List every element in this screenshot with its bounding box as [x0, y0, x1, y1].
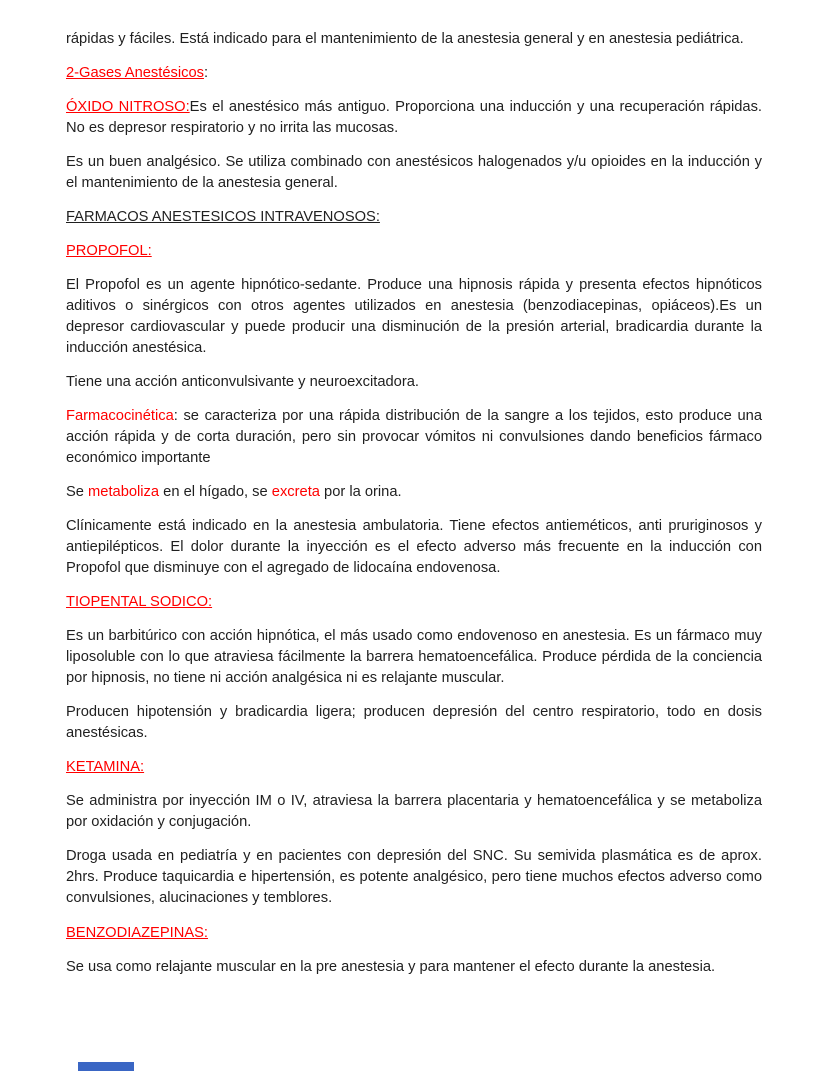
paragraph-benzodiazepinas-uso: Se usa como relajante muscular en la pre anestesia y para mantener el efecto durante la anestesia. [66, 958, 716, 975]
heading-propofol-text: PROPOFOL: [66, 243, 152, 260]
term-oxido-nitroso: ÓXIDO NITROSO: [66, 99, 190, 116]
paragraph-ketamina-administracion: Se administra por inyección IM o IV, atraviesa la barrera placentaria y hematoencefálica y se metaboliza por oxidación y conjugación. [66, 793, 762, 831]
paragraph-ketamina-uso: Droga usada en pediatría y en pacientes con depresión del SNC. Su semivida plasmática es de aprox. 2hrs. Produce taquicardia e hipertensión, es potente analgésico, pero tiene muchos efectos adverso como convulsiones, alucinaciones y temblores. [66, 848, 762, 907]
paragraph-tiopental-descripcion: Es un barbitúrico con acción hipnótica, el más usado como endovenoso en anestesia. Es un fármaco muy liposoluble con lo que atraviesa fácilmente la barrera hematoencefálica. Produce pérdida de la conciencia por hipnosis, no tiene ni acción analgésica ni es relajante muscular. [66, 628, 762, 687]
farmacocinetica-body: : se caracteriza por una rápida distribución de la sangre a los tejidos, esto produce una acción rápida y de corta duración, pero sin provocar vómitos ni convulsiones dando beneficios fármaco económico importante [66, 408, 762, 467]
metabolismo-run-3: en el hígado, se [159, 484, 272, 501]
heading-tiopental-text: TIOPENTAL SODICO: [66, 594, 213, 611]
term-excreta: excreta [271, 484, 320, 501]
paragraph-propofol-descripcion: El Propofol es un agente hipnótico-sedante. Produce una hipnosis rápida y presenta efectos hipnóticos aditivos o sinérgicos con otros agentes utilizados en anestesia (benzodiacepinas, opiáceos).Es un depresor cardiovascular y puede producir una disminución de la presión arterial, bradicardia durante la inducción anestésica. [66, 277, 762, 357]
paragraph-clinicamente: Clínicamente está indicado en la anestesia ambulatoria. Tiene efectos antieméticos, anti pruriginosos y antiepilépticos. El dolor durante la inyección es el efecto adverso más frecuente en la inducción con Propofol que disminuye con el agregado de lidocaína endovenosa. [66, 518, 762, 577]
heading-benzodiazepinas-text: BENZODIAZEPINAS: [66, 924, 209, 941]
heading-ketamina [66, 757, 762, 778]
term-metaboliza: metaboliza [88, 484, 160, 501]
metabolismo-run-5: por la orina. [319, 484, 402, 501]
cutoff-blue-fragment [78, 1062, 134, 1071]
heading-gases-colon: : [203, 65, 209, 82]
heading-propofol [66, 241, 762, 262]
paragraph-oxido-nitroso [66, 97, 762, 139]
heading-farmacos-text: FARMACOS ANESTESICOS INTRAVENOSOS: [66, 209, 380, 226]
paragraph-intro-continuation: rápidas y fáciles. Está indicado para el mantenimiento de la anestesia general y en anestesia pediátrica. [66, 31, 744, 47]
metabolismo-run-1: Se [66, 484, 89, 501]
heading-farmacos-intravenosos [66, 207, 762, 228]
paragraph-hipotension: Producen hipotensión y bradicardia ligera; producen depresión del centro respiratorio, todo en dosis anestésicas. [66, 704, 762, 742]
heading-ketamina-text: KETAMINA: [66, 759, 145, 776]
paragraph-metabolismo [66, 482, 762, 503]
paragraph-accion-anticonvulsivante: Tiene una acción anticonvulsivante y neuroexcitadora. [66, 374, 419, 391]
heading-gases-text: 2-Gases Anestésicos [66, 65, 204, 82]
paragraph-farmacocinetica [66, 406, 762, 469]
heading-tiopental-sodico [66, 592, 762, 613]
paragraph-analgesico: Es un buen analgésico. Se utiliza combinado con anestésicos halogenados y/u opioides en la inducción y el mantenimiento de la anestesia general. [66, 154, 762, 192]
term-farmacocinetica: Farmacocinética [66, 408, 174, 425]
oxido-nitroso-body: Es el anestésico más antiguo. Proporciona una inducción y una recuperación rápidas. No es depresor respiratorio y no irrita las mucosas. [66, 99, 762, 137]
heading-benzodiazepinas [66, 923, 762, 944]
heading-gases-anestesicos [66, 63, 762, 84]
